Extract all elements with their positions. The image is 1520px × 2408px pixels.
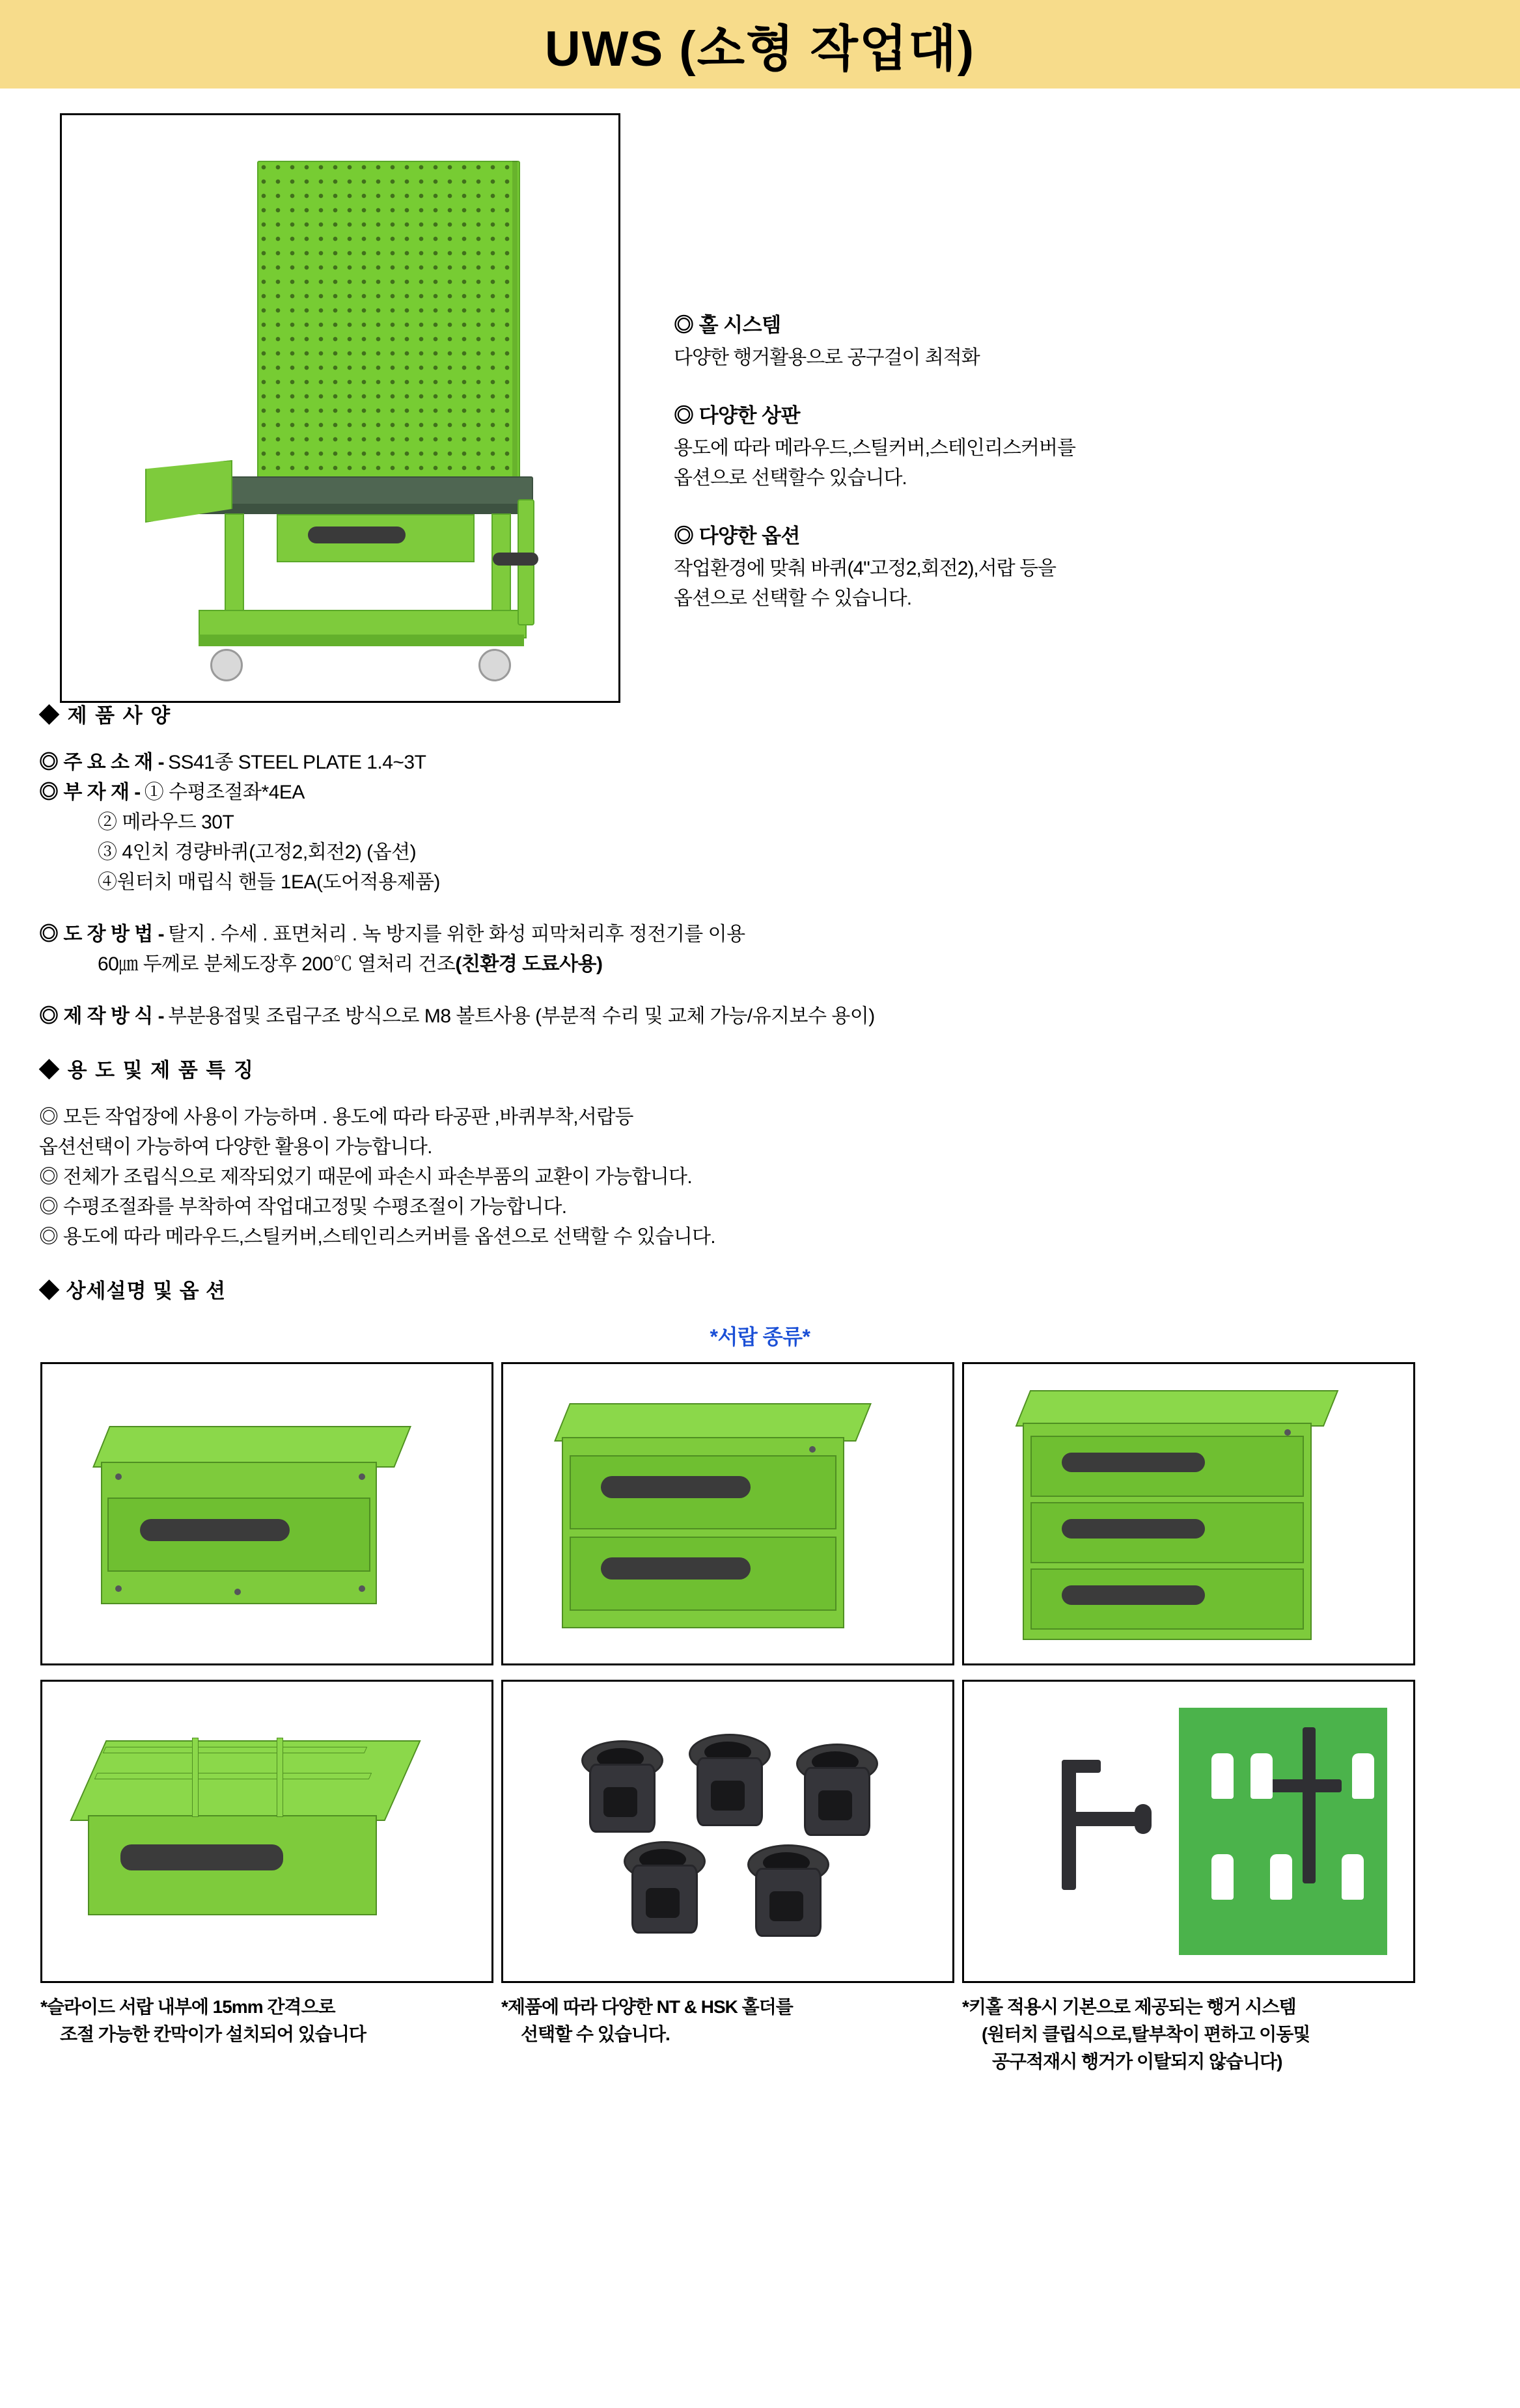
clip-icon [1211,1753,1234,1799]
feature-block-hole-system [674,308,1357,373]
clip-icon [1352,1753,1374,1799]
spec-value: 부분용접및 조립구조 방식으로 M8 볼트사용 (부분적 수리 및 교체 가능/유지보수 용이) [168,1006,875,1027]
divider-wall [94,1773,372,1779]
spec-value: ④원터치 매립식 핸들 1EA(도어적용제품) [98,871,440,893]
drawer-handle-icon [140,1519,290,1541]
spec-subitem [98,868,1520,897]
drawer-handle-icon [308,527,406,543]
feature-line: 작업환경에 맞춰 바퀴(4"고정2,회전2),서랍 등을 [674,558,1057,579]
screw-icon [115,1473,122,1480]
caption-line: *제품에 따라 다양한 NT & HSK 홀더를 [501,1997,793,2017]
hanger-tip-icon [1135,1804,1152,1834]
lock-icon [1284,1429,1291,1436]
spacer [39,979,1520,1002]
spec-subitem [98,808,1520,838]
caption-line: 선택할 수 있습니다. [521,2024,670,2044]
caster-wheel-icon [210,649,243,681]
drawer-handle-icon [1062,1519,1205,1539]
option-image-single-drawer [40,1362,493,1665]
clip-icon [1342,1854,1364,1900]
spec-row-subparts [39,778,1520,808]
caption-line: *슬라이드 서랍 내부에 15mm 간격으로 [40,1997,335,2017]
spec-subitem [98,838,1520,868]
spec-row-painting-2 [98,950,1520,979]
divider-wall-vertical [192,1738,199,1817]
feature-line: 다양한 행거활용으로 공구걸이 최적화 [674,347,980,368]
drawer-handle-icon [601,1557,751,1580]
feature-title: ◎ 다양한 상판 [674,404,800,427]
spec-row-manufacturing [39,1002,1520,1032]
spec-value: 탈지 . 수세 . 표면처리 . 녹 방지를 위한 화성 피막처리후 정전기를 이용 [168,924,745,945]
spacer [39,1032,1520,1054]
workbench-illustration [62,115,618,701]
divider-wall [103,1747,367,1753]
spec-value: 60㎛ 두께로 분체도장후 200℃ 열처리 건조 [98,953,456,975]
feature-line: 옵션으로 선택할수 있습니다. [674,467,907,489]
feature-block-tops [674,399,1357,493]
specification-section [0,699,1520,1274]
caption-divided-drawer [40,1993,490,2075]
caption-line: 공구적재시 행거가 이탈되지 않습니다) [992,2051,1282,2072]
screw-icon [359,1473,365,1480]
spec-label: ◎ 제 작 방 식 - [39,1006,165,1027]
usage-line: ◎ 수평조절좌를 부착하여 작업대고정및 수평조절이 가능합니다. [39,1196,567,1218]
detail-heading: ◆ 상세설명 및 옵 션 [39,1279,227,1302]
usage-heading: ◆ 용 도 및 제 품 특 징 [39,1059,255,1082]
screw-icon [115,1585,122,1592]
page-title: UWS (소형 작업대) [544,21,976,77]
option-image-divided-drawer [40,1680,493,1983]
caption-line: *키홀 적용시 기본으로 제공되는 행거 시스템 [962,1997,1296,2017]
hanger-arm-icon [1062,1812,1146,1826]
spec-label: ◎ 부 자 재 - [39,782,141,803]
usage-line: ◎ 용도에 따라 메라우드,스틸커버,스테인리스커버를 옵션으로 선택할 수 있습니다. [39,1226,715,1248]
option-image-grid [40,1362,1520,1983]
lock-icon [234,1589,241,1595]
feature-list [674,308,1357,640]
bottom-shelf-skirt [199,635,524,646]
feature-block-options [674,519,1357,614]
screw-icon [359,1585,365,1592]
spec-row-painting [39,920,1520,950]
push-handle-grip [493,553,538,566]
drawer-handle-icon [120,1844,283,1870]
spec-value: ③ 4인치 경량바퀴(고정2,회전2) (옵션) [98,841,417,863]
divider-wall-vertical [277,1738,283,1817]
drawer-handle-icon [601,1476,751,1498]
spec-value-emphasis: (친환경 도료사용) [455,953,603,975]
top-section [0,94,1520,699]
spec-value: ① 수평조절좌*4EA [144,782,305,803]
hanger-post-icon [1303,1727,1316,1883]
feature-line: 옵션으로 선택할 수 있습니다. [674,588,912,609]
spacer [39,1252,1520,1274]
pegboard-panel-icon [257,161,520,489]
caption-line: 조절 가능한 칸막이가 설치되어 있습니다 [60,2024,366,2044]
usage-line: ◎ 모든 작업장에 사용이 가능하며 . 용도에 따라 타공판 ,바퀴부착,서랍등 [39,1106,633,1128]
caption-hanger-system [962,1993,1411,2075]
spec-label: ◎ 주 요 소 재 - [39,752,165,773]
spec-heading: ◆ 제 품 사 양 [39,704,172,727]
option-image-two-drawers [501,1362,954,1665]
tool-holder-icon [624,1841,702,1939]
lock-icon [809,1446,816,1453]
drawer-handle-icon [1062,1585,1205,1605]
caster-wheel-icon [478,649,511,681]
spec-row-material [39,748,1520,778]
clip-icon [1251,1753,1273,1799]
product-photo-frame [60,113,620,703]
tool-holder-icon [747,1844,825,1942]
drawer-handle-icon [1062,1453,1205,1472]
green-pegboard-panel [1179,1708,1387,1955]
hanger-clip-icon [1062,1760,1101,1773]
option-image-hanger-system [962,1680,1415,1983]
caption-row [40,1993,1520,2075]
option-image-three-drawers [962,1362,1415,1665]
tool-holder-icon [796,1744,874,1841]
usage-line: ◎ 전체가 조립식으로 제작되었기 때문에 파손시 파손부품의 교환이 가능합니다. [39,1166,692,1188]
tool-holder-icon [689,1734,767,1831]
spec-value: ② 메라우드 30T [98,812,234,833]
hanger-arm-icon [1270,1779,1342,1792]
clip-icon [1211,1854,1234,1900]
option-image-tool-holders [501,1680,954,1983]
usage-line: 옵션선택이 가능하여 다양한 활용이 가능합니다. [39,1136,432,1158]
spacer [39,897,1520,920]
spec-value: SS41종 STEEL PLATE 1.4~3T [168,752,426,773]
page-banner [0,0,1520,89]
tool-holder-icon [581,1740,659,1838]
spec-label: ◎ 도 장 방 법 - [39,924,165,945]
drawer-kinds-title: *서랍 종류* [710,1325,810,1348]
caption-line: (원터치 클립식으로,탈부착이 편하고 이동및 [982,2024,1310,2044]
clip-icon [1270,1854,1292,1900]
drawer-case-top [1016,1390,1339,1427]
caption-tool-holders [501,1993,950,2075]
feature-title: ◎ 다양한 옵션 [674,525,800,547]
feature-line: 용도에 따라 메라우드,스틸커버,스테인리스커버를 [674,437,1075,459]
feature-title: ◎ 홀 시스템 [674,314,781,336]
drawer-case-top [554,1403,872,1442]
